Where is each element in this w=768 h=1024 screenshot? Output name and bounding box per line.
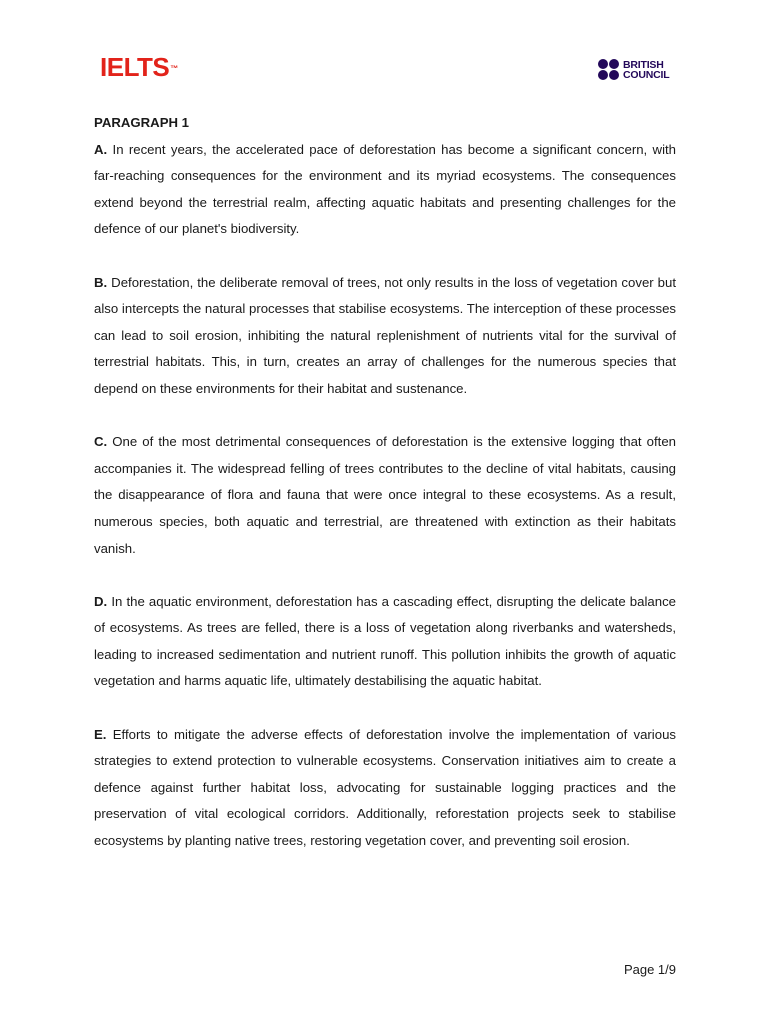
ielts-logo bbox=[100, 54, 178, 80]
paragraph-d bbox=[94, 589, 676, 695]
paragraph-letter: C. bbox=[94, 434, 108, 450]
british-council-wordmark bbox=[623, 60, 669, 80]
bc-logo-line2: COUNCIL bbox=[623, 68, 670, 81]
bc-logo-line1: BRITISH bbox=[623, 58, 664, 71]
paragraph-text: Deforestation, the deliberate removal of trees, not only results in the loss of vegetation cover but also intercepts the natural processes that stabilise ecosystems. The interception of these processes can lead to soil erosion, inhibiting the natural replenishment of nutrients vital for the survival of terrestrial habitats. This, in turn, creates an array of challenges for the numerous species that depend on these environments for their habitat and sustenance. bbox=[94, 274, 676, 396]
paragraph-letter: A. bbox=[94, 141, 108, 157]
paragraph-text: Efforts to mitigate the adverse effects of deforestation involve the implementation of various strategies to extend protection to vulnerable ecosystems. Conservation initiatives aim to create a defence against further habitat loss, advocating for sustainable logging practices and the preservation of vital ecological corridors. Additionally, reforestation projects seek to stabilise ecosystems by planting native trees, restoring vegetation cover, and preventing soil erosion. bbox=[94, 726, 677, 849]
paragraph-text: One of the most detrimental consequences of deforestation is the extensive logging that often accompanies it. The widespread felling of trees contributes to the decline of vital habitats, causing the disappearance of flora and fauna that were once integral to these ecosystems. As a result, numerous species, both aquatic and terrestrial, are threatened with extinction as their habitats vanish. bbox=[94, 434, 676, 556]
document-body bbox=[94, 110, 676, 881]
paragraph-letter: B. bbox=[94, 274, 108, 290]
trademark-symbol: ™ bbox=[170, 64, 178, 73]
paragraph-c bbox=[94, 429, 676, 562]
paragraph-e bbox=[94, 722, 676, 855]
paragraph-b bbox=[94, 270, 676, 403]
paragraph-a bbox=[94, 137, 676, 243]
paragraph-letter: D. bbox=[94, 593, 108, 609]
paragraph-text: In the aquatic environment, deforestation has a cascading effect, disrupting the delicate balance of ecosystems. As trees are felled, there is a loss of vegetation along riverbanks and watersheds, leading to increased sedimentation and nutrient runoff. This pollution inhibits the growth of aquatic vegetation and harms aquatic life, ultimately destabilising the aquatic habitat. bbox=[94, 593, 677, 689]
ielts-logo-text: IELTS bbox=[100, 52, 170, 82]
page-number: Page 1/9 bbox=[623, 962, 676, 977]
british-council-dots-icon bbox=[598, 59, 619, 80]
paragraph-text: In recent years, the accelerated pace of deforestation has become a significant concern, with far-reaching consequences for the environment and its myriad ecosystems. The consequences extend beyond the terrestrial realm, affecting aquatic habitats and presenting challenges for the defence of our planet's biodiversity. bbox=[94, 141, 676, 237]
section-heading: PARAGRAPH 1 bbox=[94, 115, 190, 130]
paragraph-letter: E. bbox=[94, 726, 107, 742]
british-council-logo bbox=[598, 59, 669, 80]
